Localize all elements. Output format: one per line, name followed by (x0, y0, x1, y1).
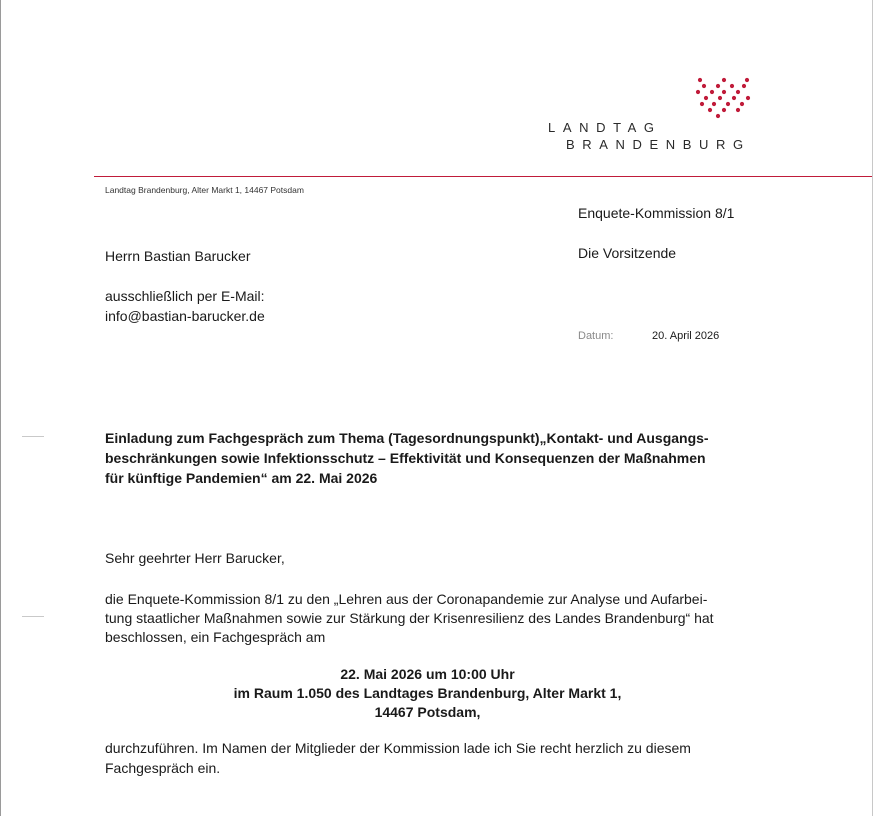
fold-mark-top (22, 436, 44, 437)
logo-dot (736, 108, 740, 112)
logo-dot (722, 108, 726, 112)
sender-role: Die Vorsitzende (578, 245, 677, 261)
logo-dot (716, 114, 720, 118)
logo-dot (708, 108, 712, 112)
logo-dot (726, 102, 730, 106)
logo-dot (710, 90, 714, 94)
delivery-note: ausschließlich per E-Mail: (105, 288, 265, 304)
body-line: durchzuführen. Im Namen der Mitglieder der Kommission lade ich Sie recht herzlich zu diesem (105, 740, 691, 756)
logo-dot (698, 78, 702, 82)
logo-dot (700, 102, 704, 106)
body-line: tung staatlicher Maßnahmen sowie zur Stärkung der Krisenresilienz des Landes Brandenburg“ hat (105, 610, 714, 626)
subject-line: Einladung zum Fachgespräch zum Thema (Tagesordnungspunkt)„Kontakt- und Ausgangs- (105, 430, 709, 446)
logo-dot (702, 84, 706, 88)
logo-dot (746, 96, 750, 100)
logo-dot (718, 96, 722, 100)
landtag-logo (546, 76, 776, 156)
landtag-dots-icon (694, 76, 754, 126)
logo-dot (732, 96, 736, 100)
body-line: die Enquete-Kommission 8/1 zu den „Lehren aus der Coronapandemie zur Analyse und Aufarbei- (105, 591, 708, 607)
logo-dot (745, 78, 749, 82)
recipient-email: info@bastian-barucker.de (105, 308, 265, 324)
logo-dot (740, 102, 744, 106)
logo-dot (722, 78, 726, 82)
body-line: Fachgespräch ein. (105, 760, 221, 776)
logo-line-landtag: LANDTAG (548, 120, 662, 135)
committee-name: Enquete-Kommission 8/1 (578, 205, 735, 221)
logo-line-brandenburg: BRANDENBURG (566, 137, 751, 152)
page-edge-right (872, 0, 873, 816)
return-address: Landtag Brandenburg, Alter Markt 1, 14467 Potsdam (105, 185, 304, 195)
appointment-city: 14467 Potsdam, (374, 704, 481, 720)
logo-dot (704, 96, 708, 100)
logo-dot (696, 90, 700, 94)
salutation: Sehr geehrter Herr Barucker, (105, 550, 285, 566)
header-rule (94, 176, 872, 177)
subject-line: beschränkungen sowie Infektionsschutz – Effektivität und Konsequenzen der Maßnahmen (105, 450, 706, 466)
logo-dot (712, 102, 716, 106)
page-edge-left (0, 0, 1, 816)
date-label: Datum: (578, 330, 614, 342)
date-value: 20. April 2026 (652, 330, 720, 342)
subject-block (105, 428, 765, 488)
recipient-name: Herrn Bastian Barucker (105, 248, 251, 264)
body-line: beschlossen, ein Fachgespräch am (105, 629, 326, 645)
logo-dot (736, 90, 740, 94)
fold-mark-bottom (22, 616, 44, 617)
subject-line: für künftige Pandemien“ am 22. Mai 2026 (105, 470, 378, 486)
logo-dot (722, 90, 726, 94)
logo-dot (742, 84, 746, 88)
appointment-date: 22. Mai 2026 um 10:00 Uhr (340, 666, 515, 682)
logo-dot (730, 84, 734, 88)
logo-dot (716, 84, 720, 88)
appointment-location: im Raum 1.050 des Landtages Brandenburg, Alter Markt 1, (233, 685, 622, 701)
